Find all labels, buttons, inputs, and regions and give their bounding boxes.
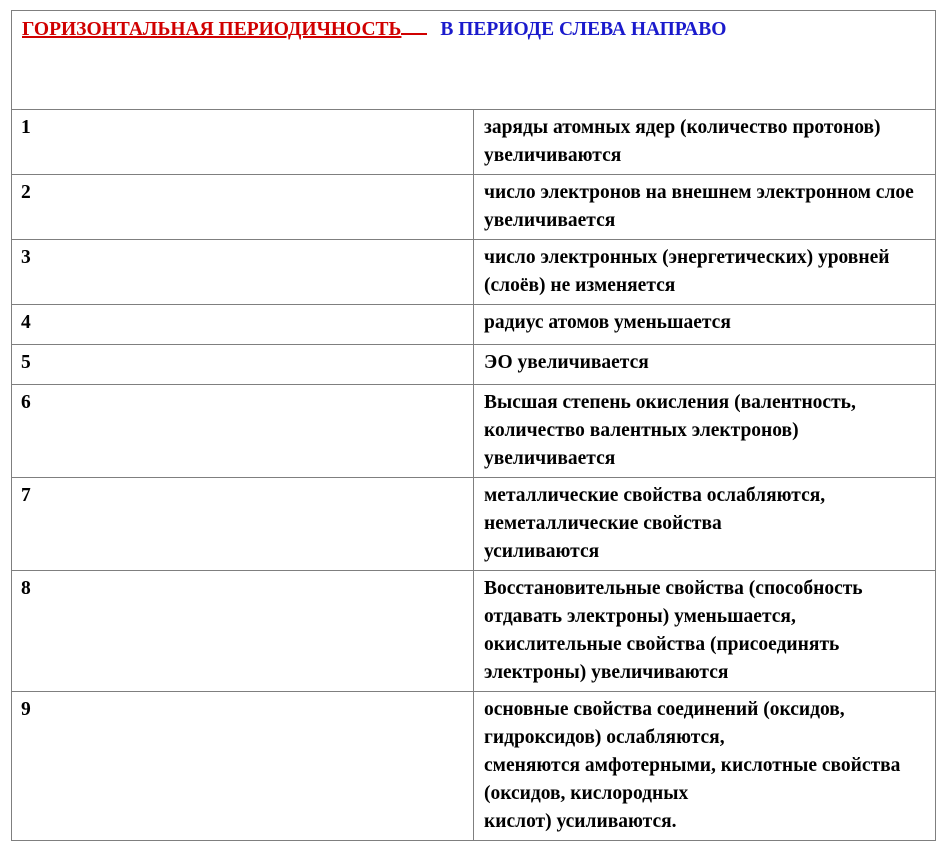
row-number: 1: [12, 110, 474, 175]
row-text: [474, 385, 936, 478]
row-line: число электронов на внешнем электронном слое увеличивается: [484, 182, 914, 231]
row-line: Высшая степень окисления (валентность, количество валентных электронов): [484, 392, 856, 441]
row-line: кислот) усиливаются.: [484, 811, 677, 832]
row-number: 3: [12, 240, 474, 305]
row-line: усиливаются: [484, 541, 600, 562]
table-row: [12, 571, 936, 692]
table-row: [12, 305, 936, 345]
row-number: 8: [12, 571, 474, 692]
row-text: [474, 110, 936, 175]
table-row: [12, 110, 936, 175]
title-underline-gap: [401, 15, 427, 35]
table-row: [12, 478, 936, 571]
row-line: сменяются амфотерными, кислотные свойства (оксидов, кислородных: [484, 755, 901, 804]
table-row: [12, 240, 936, 305]
row-number: 9: [12, 692, 474, 841]
row-line: ЭО увеличивается: [484, 352, 649, 373]
row-line: металлические свойства ослабляются, неметаллические свойства: [484, 485, 826, 534]
table-row: [12, 345, 936, 385]
row-text: [474, 692, 936, 841]
row-line: окислительные свойства (присоединять электроны) увеличиваются: [484, 634, 840, 683]
title-in-period-left-to-right: В ПЕРИОДЕ СЛЕВА НАПРАВО: [440, 19, 727, 40]
row-text: [474, 345, 936, 385]
title-cell: [12, 11, 936, 110]
periodicity-table: [11, 10, 936, 841]
row-number: 7: [12, 478, 474, 571]
row-number: 4: [12, 305, 474, 345]
row-line: радиус атомов уменьшается: [484, 312, 731, 333]
row-text: [474, 305, 936, 345]
table-row: [12, 385, 936, 478]
row-text: [474, 240, 936, 305]
row-line: заряды атомных ядер (количество протонов) увеличиваются: [484, 117, 881, 166]
row-number: 6: [12, 385, 474, 478]
row-line: Восстановительные свойства (способность отдавать электроны) уменьшается,: [484, 578, 863, 627]
table-row: [12, 175, 936, 240]
title-row: [12, 11, 936, 110]
table-row: [12, 692, 936, 841]
title-horizontal-periodicity: ГОРИЗОНТАЛЬНАЯ ПЕРИОДИЧНОСТЬ: [22, 19, 402, 40]
row-number: 2: [12, 175, 474, 240]
row-text: [474, 478, 936, 571]
row-line: число электронных (энергетических) уровней (слоёв) не изменяется: [484, 247, 890, 296]
row-text: [474, 571, 936, 692]
row-line: увеличивается: [484, 448, 616, 469]
row-text: [474, 175, 936, 240]
row-number: 5: [12, 345, 474, 385]
row-line: основные свойства соединений (оксидов, гидроксидов) ослабляются,: [484, 699, 845, 748]
